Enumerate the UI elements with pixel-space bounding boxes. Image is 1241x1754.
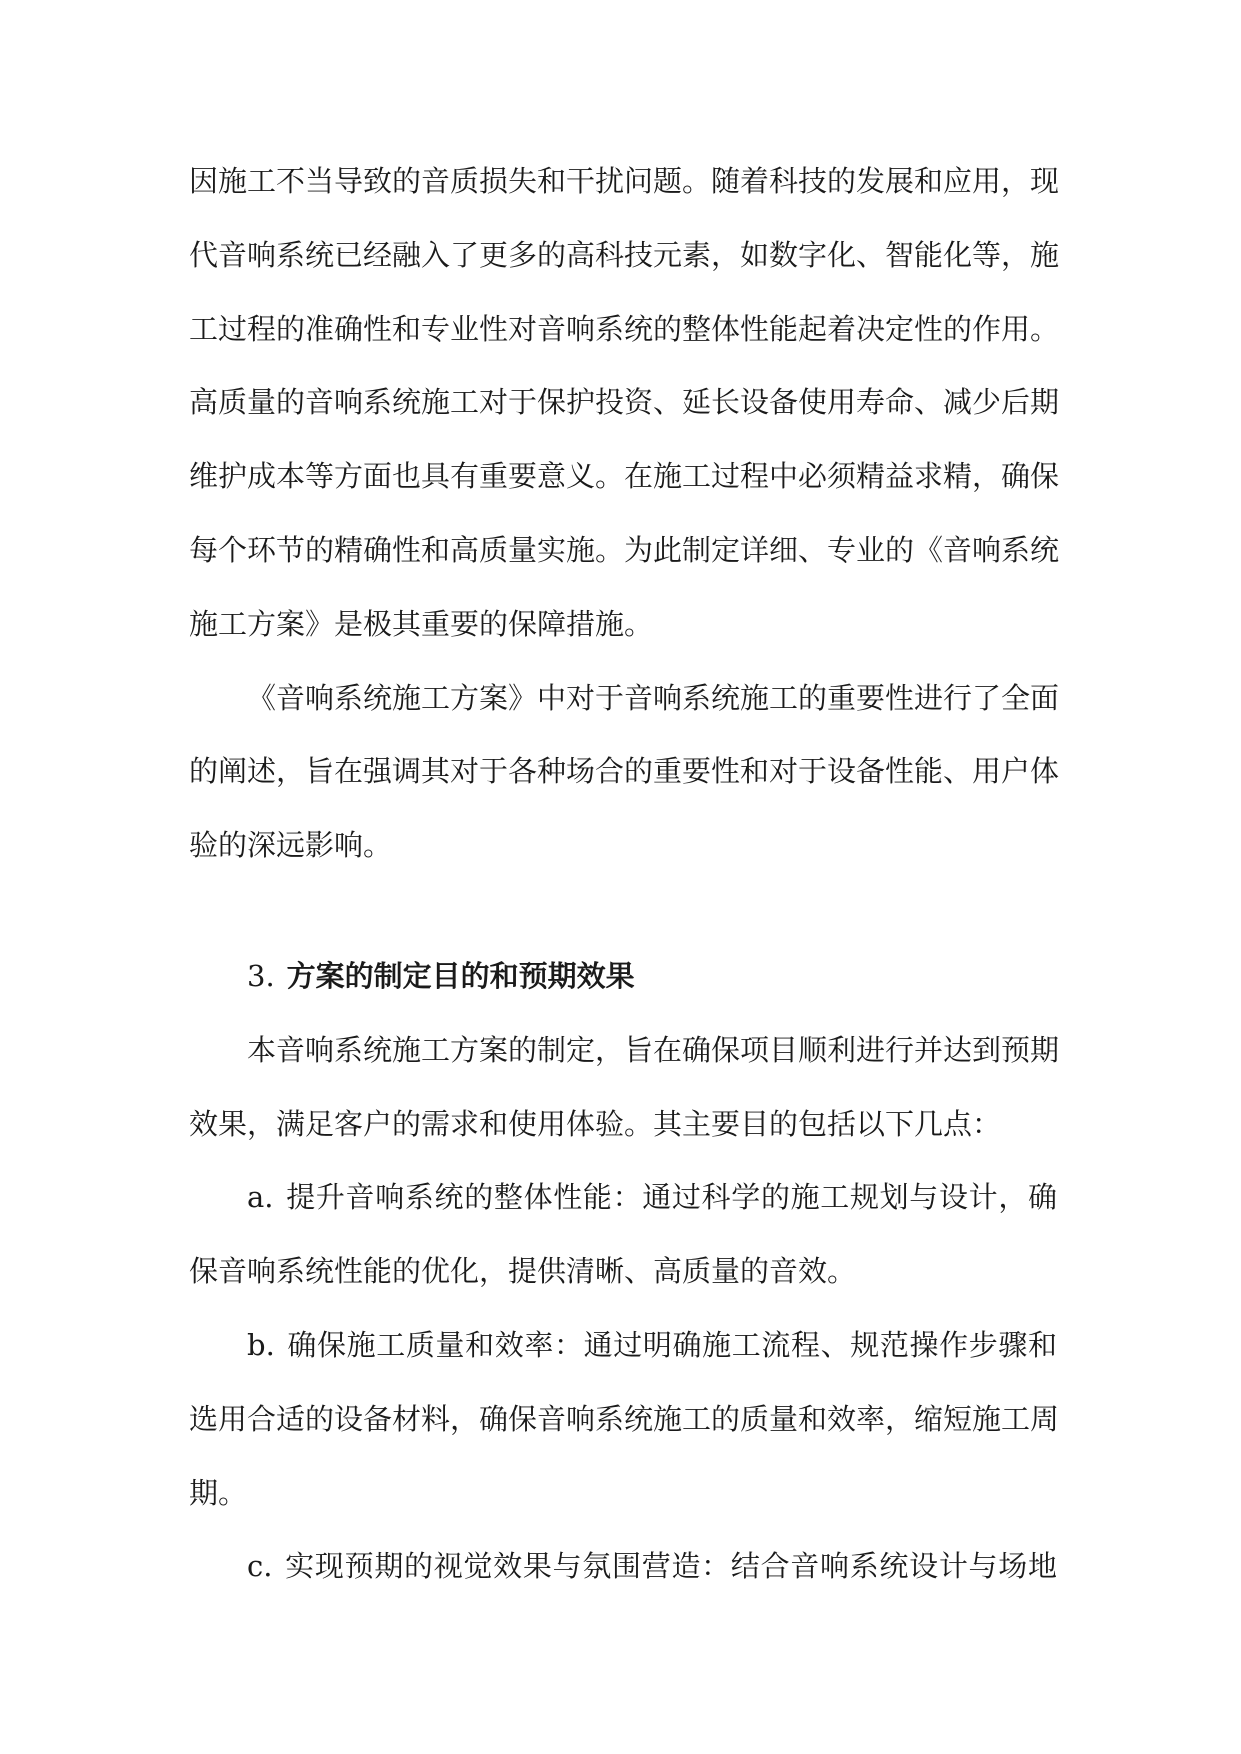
list-item-line: [189, 1530, 1057, 1604]
list-marker: a.: [247, 1180, 274, 1215]
paragraph-line: 维护成本等方面也具有重要意义。在施工过程中必须精益求精，确保: [189, 459, 1060, 494]
list-marker: b.: [247, 1327, 275, 1362]
paragraph-line: 本音响系统施工方案的制定，旨在确保项目顺利进行并达到预期: [247, 1032, 1060, 1067]
list-item-line: [189, 1161, 1057, 1235]
list-item-text: 实现预期的视觉效果与氛围营造：结合音响系统设计与场地: [284, 1549, 1057, 1584]
paragraph-line: 工过程的准确性和专业性对音响系统的整体性能起着决定性的作用。: [189, 311, 1060, 346]
paragraph-line: 的阐述，旨在强调其对于各种场合的重要性和对于设备性能、用户体: [189, 754, 1060, 789]
list-marker: c.: [247, 1549, 273, 1584]
list-item-line: [189, 1309, 1057, 1383]
list-item-c: [189, 1530, 1057, 1604]
list-item-text: 确保施工质量和效率：通过明确施工流程、规范操作步骤和: [286, 1327, 1057, 1362]
list-item-line: 选用合适的设备材料，确保音响系统施工的质量和效率，缩短施工周: [189, 1401, 1060, 1436]
paragraph-line: 高质量的音响系统施工对于保护投资、延长设备使用寿命、减少后期: [189, 385, 1060, 420]
paragraph-objectives-intro: [189, 1014, 1060, 1162]
paragraph-line: 施工方案》是极其重要的保障措施。: [189, 606, 654, 641]
paragraph-line: 《音响系统施工方案》中对于音响系统施工的重要性进行了全面: [247, 680, 1060, 715]
paragraph-line: 验的深远影响。: [189, 828, 393, 863]
list-item-line: 期。: [189, 1475, 248, 1510]
section-number: 3.: [247, 958, 275, 993]
section-heading: [189, 940, 1057, 1014]
paragraph-line: 代音响系统已经融入了更多的高科技元素，如数字化、智能化等，施: [189, 237, 1060, 272]
list-item-b: [189, 1309, 1060, 1530]
paragraph-summary: [189, 662, 1060, 883]
section-title: 方案的制定目的和预期效果: [286, 958, 635, 993]
document-body: [189, 145, 1060, 1604]
section-spacer: [189, 883, 1057, 940]
paragraph-line: 效果，满足客户的需求和使用体验。其主要目的包括以下几点：: [189, 1106, 1002, 1141]
list-item-text: 提升音响系统的整体性能：通过科学的施工规划与设计，确: [285, 1180, 1057, 1215]
paragraph-line: 每个环节的精确性和高质量实施。为此制定详细、专业的《音响系统: [189, 532, 1060, 567]
list-item-line: 保音响系统性能的优化，提供清晰、高质量的音效。: [189, 1254, 857, 1289]
list-item-a: [189, 1161, 1057, 1309]
paragraph-importance-continued: [189, 145, 1060, 662]
paragraph-line: 因施工不当导致的音质损失和干扰问题。随着科技的发展和应用，现: [189, 164, 1060, 198]
